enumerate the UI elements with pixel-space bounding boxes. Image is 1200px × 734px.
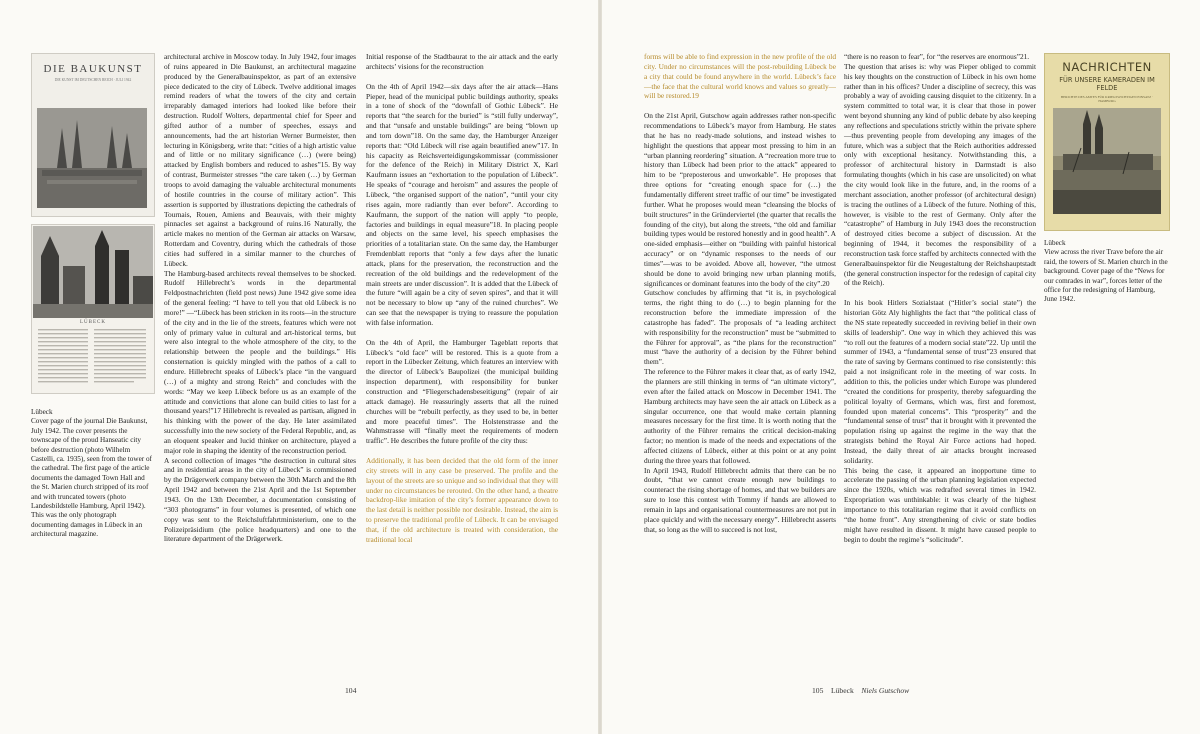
highlighted-quote-continued: forms will be able to find expression in the new profile of the old city. Under no circumstances will the post-rebuilding Lübeck be a city that could be found anywhere in the world. Lübeck’s face—the face that the cultural world knows and values so greatly—will be restored.19 bbox=[644, 52, 836, 101]
die-baukunst-cover bbox=[31, 53, 155, 217]
paragraph: “there is no reason to fear”, for “the reserves are enormous”21. bbox=[844, 52, 1030, 61]
trave-river-photo bbox=[1053, 108, 1161, 214]
right-caption bbox=[1044, 239, 1170, 305]
left-column-1 bbox=[164, 52, 356, 544]
right-caption-title: Lübeck bbox=[1044, 239, 1066, 247]
paragraph: A second collection of images “the destruction in cultural sites and in residential areas in the city of Lübeck” is commissioned by the Drägerwerk company between the 30th March and the 8th April 1942 and between the 21st April and the 1st September 1943. On the 13th December, a documentation consisting of “303 photograms” in four volumes is presented, of which one copy was sent to the Reichsluftfahrtministerium, one to the Polizeipräsidium (the police headquarters) and one to the literature department of the Drägerwerk. bbox=[164, 455, 356, 544]
paragraph: architectural archive in Moscow today. In July 1942, four images of ruins appeared in Die Baukunst, an architectural magazine produced by the Generalbauinspektor, as part of an extensive piece dedicated to the city of Lübeck. Twelve additional images remind readers of what the towers of the city and certain irreparably damaged interiors had looked like before their destruction. Rudolf Wolters, departmental chief for Speer and gifted author of a number of speeches, essays and announcements, had the art historian Werner Burmeister, then lecturing in Königsberg, write that: “cities of a high artistic value and of little or no military significance (…) (were being) attacked by English bombers and reduced to ashes”15. By way of contrast, Burmeister stresses “the care taken (…) by German troops to avoid damaging the valuable architectural monuments of hostile countries in the course of military action”. This assertion is supported by illustrations depicting the cathedrals of Tournais, Rouen, Amiens and Beauvais, with their mighty pinnacles set against a background of ruins.16 Naturally, the article makes no mention of the German air attacks on Warsaw, Rotterdam and Coventry, during which the cathedrals of those cities had suffered in a similar manner to the churches of Lübeck. bbox=[164, 52, 356, 268]
cathedral-photo bbox=[37, 108, 147, 208]
page-number-right: 105 bbox=[812, 686, 824, 695]
cover-title: NACHRICHTEN bbox=[1062, 60, 1152, 74]
paragraph: In April 1943, Rudolf Hillebrecht admits that there can be no doubt, “that we cannot create enough new buildings to counteract the rising shortage of homes, and that we builders are sure to lose this contest with Tommy if hands are allowed to remain in laps and organisational countermeasures are not put in place quickly and with the necessary energy”. Hillebrecht asserts that, so long as the will to succeed is not lost, bbox=[644, 465, 836, 534]
page-number-left: 104 bbox=[345, 686, 357, 695]
left-caption-text: Cover page of the journal Die Baukunst, July 1942. The cover presents the townscape of the proud Hanseatic city before destruction (photo Wilhelm Castelli, ca. 1935), seen from the tower of the cathedral. The first page of the article documents the damaged Town Hall and the St. Marien church stripped of its roof and with truncated towers (photo Landesbildstelle Hamburg, April 1942). This was the only photograph documenting damages in Lübeck in an architectural magazine. bbox=[31, 417, 152, 539]
paragraph: On the 21st April, Gutschow again addresses rather non-specific recommendations to Lübeck’s mayor from Hamburg. He states that he has no ready-made solutions, and instead wishes to highlight the questions that appear most pressing to him in an “urban planning reordering” situation. A “recreation more true to history than Lübeck had been prior to the attack” appeared to him to be “preposterous and unworkable”. He proposes that three options for “creating enough space for (…) the fundamentally different street traffic of our time” be investigated further. What he proposes would mean “cleansing the blocks of built structures” in the Gründerviertel (the quarter that recalls the founding of the city), but along the streets, “the old and familiar building types would be restored honestly and in good health”. A one-sided emphasis—either on “building with painful historical accuracy” or on “dynamic responses to the needs of our times”—was to be avoided. Above all, however, “the utmost should be done to avoid bringing new urban planning motifs, significances or dominant features into the body of the city”.20 bbox=[644, 111, 836, 288]
paragraph: In his book Hitlers Sozialstaat (“Hitler’s social state”) the historian Götz Aly highlights the fact that “the political class of the NS state repeatedly succeeded in reviving belief in their own skills of leadership”. One way in which they achieved this was “to roll out the features of a modern social state”22. Up until the summer of 1943, a “fundamental sense of trust”23 ensured that the rate of saving by Germans continued to rise consistently: this paid a not insignificant role in the meeting of war costs. In addition to this, the policies under which Europe was plundered “created the conditions for prosperity, thereby safeguarding the political loyalty of Germans, which was, first and foremost, founded upon material concerns”. This “prosperity” and the “fundamental sense of trust” that it brought with it prevented the population rising up against the regime in the way that the strategists behind the Royal Air Force actions had hoped. Instead, the daily threat of air attacks brought increased solidarity. bbox=[844, 298, 1036, 465]
cover-small-text: BERICHTE DES AMTES FÜR KRIEGSWICHTIGEN EINSATZ · HAMBURG bbox=[1060, 95, 1154, 103]
right-caption-text: View across the river Trave before the air raid, the towers of St. Marien church in the background. Cover page of the “News for our comrades in war”, forces letter of the office for the redesigning of Hamburg, June 1942. bbox=[1044, 248, 1168, 304]
paragraph: The question that arises is: why was Pieper obliged to commit his key thoughts on the construction of Lübeck in his own home rather than in his offices? Under a discipline of secrecy, this was probably a way of avoiding causing disquiet to the citizenry. In a system committed to total war, it is clear that those in power went beyond shunning any kind of public debate by also keeping any reflections and speculations strictly within the private sphere—thus preventing people from developing any images of the future, which was a subject that the Reich authorities addressed only with exceptional hesitancy. Notwithstanding this, a professor of architectural history in Darmstadt is also formulating thoughts (which in his case are unsolicited) on what the city would look like in the future, and, in the rooms of a merchant association, another professor (of architectural design) is tracing the outlines of a Lübeck of the future. Nothing of this, however, is visible to the rest of Germany. Only after the “catastrophe” of Hamburg in July 1943 does the reconstruction of destroyed cities become a subject of discussion. At the beginning of 1944, it becomes the responsibility of a reconstruction task force staffed by architects connected with the Generalbauinspektor für die Neugestaltung der Reichshauptstadt (the general construction inspector for the redesign of capital city of the Reich). bbox=[844, 61, 1036, 288]
right-page bbox=[602, 0, 1200, 734]
highlighted-quote: Additionally, it has been decided that the old form of the inner city streets will in any case be preserved. The profile and the layout of the streets are so unique and so individual that they will under no circumstances be rerouted. On the other hand, a theatre backdrop-like imitation of the city’s former appearance down to the last detail is neither possible nor desirable. Instead, the aim is to preserve the traditional profile of Lübeck. It can be envisaged that, if the old architecture is treated with consideration, the traditional local bbox=[366, 456, 558, 544]
section-subhead: Initial response of the Stadtbaurat to the air attack and the early architects’ visions for the reconstruction bbox=[366, 52, 558, 71]
right-column-2 bbox=[844, 52, 1036, 544]
cover-subtitle: FÜR UNSERE KAMERADEN IM FELDE bbox=[1059, 76, 1155, 92]
paragraph: Gutschow concludes by affirming that “it is, in psychological terms, the right thing to do (…) to begin planning for the reconstruction before the immediate impression of the catastrophe has faded”. The proposals of “a leading architect with responsibility for the reconstruction” must be “submitted to the Führer for approval”, as “the plans for the reconstruction” must “have the authority of a decision by the Führer behind them”. bbox=[644, 288, 836, 367]
paragraph: This being the case, it appeared an inopportune time to accelerate the passing of the urban planning legislation expected since the 1920s, which was redrafted several times in 1942. Expropriation was unthinkable: it was clearly of the highest importance to this totalitarian regime that it avoid conflicts on “the home front”. Any strengthening of civic or state bodies might have resulted in dissent. It might have caused people to begin to doubt the regime’s “solicitude”. bbox=[844, 465, 1036, 544]
paragraph: The reference to the Führer makes it clear that, as of early 1942, the planners are still thinking in terms of “an ultimate victory”, even after the failed attack on Moscow in December 1941. The Hamburg architects may have seen the air attack on Lübeck as a singular occurrence, one that would make certain planning measures necessary for the first time. It is worth noting that the authority of the Führer remains the critical decision-making factor; no mention is made of the needs and expectations of the affected citizens of Lübeck, either at this point or at any point during the three years that followed. bbox=[644, 367, 836, 465]
running-head-author: Niels Gutschow bbox=[861, 686, 910, 695]
article-text-lines bbox=[38, 329, 148, 389]
paragraph: The Hamburg-based architects reveal themselves to be shocked. Rudolf Hillebrecht’s words in the departmental Feldpostnachrichten (field post news) June 1942 give some idea of the general feeling: “I have to tell you that old Lübeck is no more!” —“Lübeck has been stricken in its roots—in the structure of the city and in the lie of the streets, features which were not only of primary value in cultural and art-historical terms, but were also integral to the whole atmosphere of the city, to the relationship between the people and the buildings.” His consternation is quickly mingled with the pathos of a call to endure. Hillebrecht speaks of Lübeck’s place “in the vanguard (…) of a mighty and strong Reich” and concludes with the words: “May we keep Lübeck before us as an example of the attitude and convictions that alone can build cities to last for a thousand years!”17 Hillebrecht is revealed as partisan, aligned in his thinking with the power of the day. He later assimilated successfully into the new society of the Federal Republic, and, as an eloquent speaker and lucid thinker on architecture, played a major role in shaping the identity of the reconstruction period. bbox=[164, 268, 356, 455]
running-head-city: Lübeck bbox=[830, 686, 854, 695]
left-page bbox=[0, 0, 598, 734]
left-caption bbox=[31, 408, 155, 540]
town-hall-ruins-photo bbox=[33, 226, 153, 318]
right-column-1 bbox=[644, 52, 836, 535]
magazine-title: DIE BAUKUNST bbox=[43, 63, 143, 75]
article-first-page bbox=[31, 224, 155, 394]
paragraph: On the 4th of April 1942—six days after the air attack—Hans Pieper, head of the municipal public buildings authority, speaks in a tone of shock of the “downfall of Gothic Lübeck”. He reports that “the search for the buried” is “still fully underway”, and that “unsafe and unstable buildings” are being “blown up and torn down”18. On the same day, the Hamburger Anzeiger reports that: “Old Lübeck will rise again beautified anew”17. In his capacity as Reichsverteidigungskommissar (commissioner for the defence of the Reich) in Military District X, Karl Kaufmann issues an “exhortation to the population of Lübeck”. He speaks of “courage and heroism” and assures the people of Lübeck, “the organised support of the nation”, “until your city rises again, more radiantly than ever before”. According to Kaufmann, the support of the nation will apply “to people, factories and buildings in equal measure”18. In placing people and objects on the same level, his speech emphasises the priorities of a totalitarian state. On the same day, the Hamburger Fremdenblatt reports that “only a few days after the lunatic attack, plans for the preservation, the reconstruction and the recreation of the old buildings and the redevelopment of the main streets are under discussion”. It is added that the Lübeck of the future “will again be a city of seven spires”, and that it will not be necessary to blow up “any of the ruined churches”. We can see that the newspaper is trying to reassure the population with false information. bbox=[366, 81, 558, 327]
nachrichten-cover bbox=[1044, 53, 1170, 231]
article-head: LÜBECK bbox=[80, 320, 106, 325]
magazine-subtitle: DIE KUNST IM DEUTSCHEN REICH · JULI 1942 bbox=[54, 78, 132, 82]
left-caption-title: Lübeck bbox=[31, 408, 53, 416]
paragraph: On the 4th of April, the Hamburger Tageblatt reports that Lübeck’s “old face” will be restored. This is a quote from a report in the Lübecker Zeitung, which features an interview with the director of Lübeck’s Baupolizei (the municipal building inspection department), with responsibility for bunker construction and “Fliegerschadensbeseitigung” (repair of air attack damage). He reassuringly asserts that all the ruined churches will be “rebuilt perfectly, as they used to be, in better and more peaceful times”. The Holstenstrasse and the Wahmstrasse will “finally meet the requirements of modern traffic”. He describes the future profile of the city thus: bbox=[366, 337, 558, 446]
left-column-2 bbox=[366, 52, 558, 545]
running-head bbox=[812, 686, 909, 695]
